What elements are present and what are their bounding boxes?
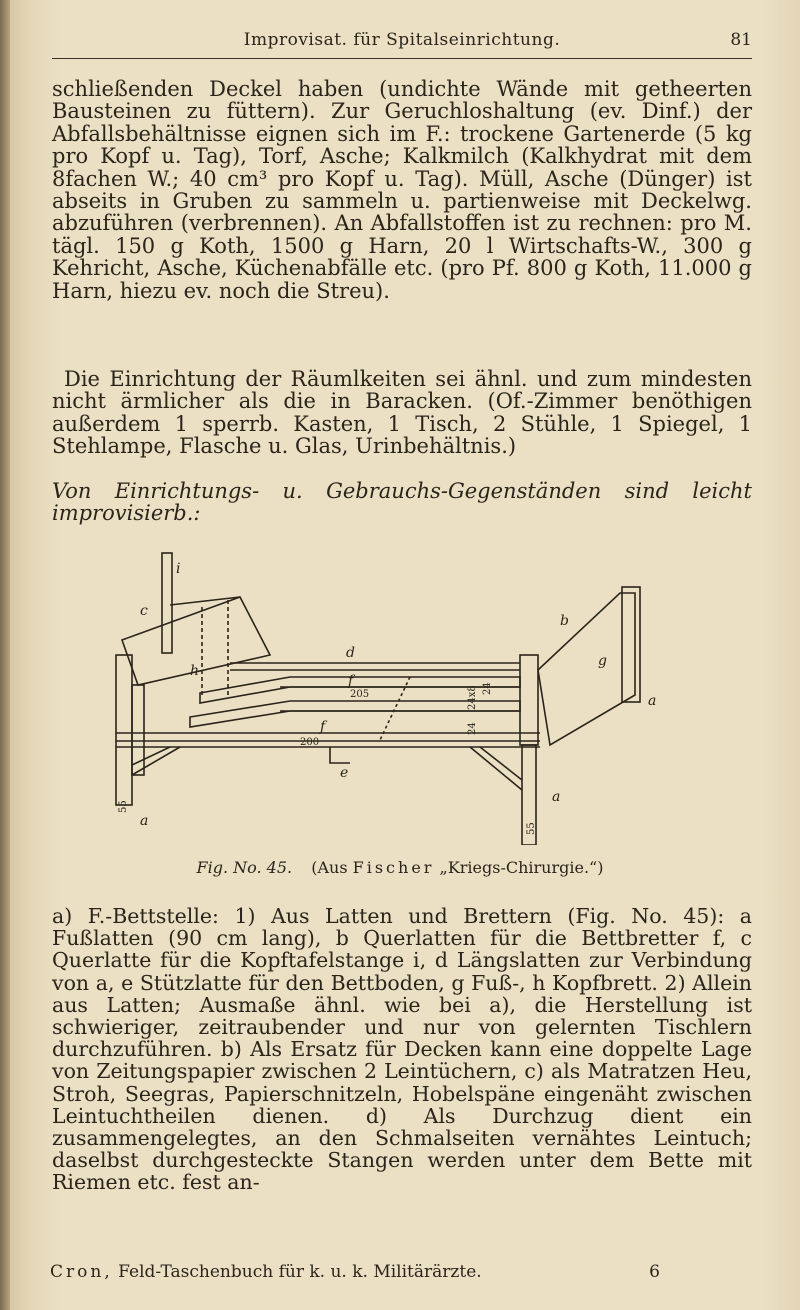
label-i: i [176,561,181,577]
foot-left-leg [116,655,132,805]
page-footer [50,1262,660,1282]
figure-caption-prefix: (Aus [311,858,348,877]
footer-sheet-number: 6 [649,1262,660,1282]
support-lath-e [330,747,350,763]
book-spine-shadow [0,0,10,1310]
label-a-right: a [648,693,657,709]
dim-24: 24 [482,682,493,695]
bed-frame-illustration [110,545,670,845]
label-b: b [560,613,569,629]
figure-caption-author: Fischer [352,858,435,877]
dim-55-right: 55 [526,822,537,835]
label-f-bottom: f [320,719,326,735]
label-g: g [598,653,607,669]
paragraph-waste-disposal: schließenden Deckel haben (undichte Wände mit getheerten Bausteinen zu füttern). Zur Geruchloshaltung (ev. Dinf.) der Abfallsbehältnisse eignen sich im F.: trockene Gartenerde (5 kg pro Kopf u. Tag), Torf, Asche; Kalkmilch (Kalkhydrat mit dem 8fachen W.; 40 cm³ pro Kopf u. Tag). Müll, Asche (Dünger) ist abseits in Gruben zu sammeln u. partienweise mit Deckelwg. abzuführen (verbrennen). An Abfallstoffen ist zu rechnen: pro M. tägl. 150 g Koth, 1500 g Harn, 20 l Wirtschafts-W., 300 g Kehricht, Asche, Küchenabfälle etc. (pro Pf. 800 g Koth, 11.000 g Harn, hiezu ev. noch die Streu). [52,77,752,303]
dim-24b: 24 [467,722,478,735]
paragraph-bedstead: a) F.-Bettstelle: 1) Aus Latten und Brettern (Fig. No. 45): a Fußlatten (90 cm lang), b Querlatten für die Bettbretter f, c Querlatte für die Kopftafelstange i, d Längslatten zur Verbindung von a, e Stützlatte für den Bettboden, g Fuß-, h Kopfbrett. 2) Allein aus Latten; Ausmaße ähnl. wie bei a), die Herstellung ist schwieriger, zeitraubender und nur von gelernten Tischlern durchzuführen. b) Als Ersatz für Decken kann eine doppelte Lage von Zeitungspapier zwischen 2 Leintüchern, c) als Matratzen Heu, Stroh, Seegras, Papierschnitzeln, Hobelspäne eingenäht zwischen Leintuchtheilen dienen. d) Als Durchzug dient ein zusammengelegtes, an den Schmalseiten vernähtes Leintuch; daselbst durchgesteckte Stangen werden unter dem Bette mit Riemen etc. fest an- [52,904,752,1195]
label-f-top: f [348,673,354,689]
dim-205: 205 [350,689,370,700]
paragraph-room-furnishing: Die Einrichtung der Räumlkeiten sei ähnl. und zum mindesten nicht ärmlicher als die in Baracken. (Of.-Zimmer benöthigen außerdem 1 sperrb. Kasten, 1 Tisch, 2 Stühle, 1 Spiegel, 1 Stehlampe, Flasche u. Glas, Urinbehältnis.) [52,367,752,459]
foot-board [538,593,635,745]
label-e: e [340,765,349,781]
label-d: d [346,645,355,661]
label-a-bottom: a [552,789,561,805]
dim-24x8: 24x8 [467,685,478,710]
footer-author: Cron, [50,1262,113,1282]
dim-200: 200 [300,737,320,748]
figure-caption [0,858,800,877]
figure-caption-label: Fig. No. 45. [196,858,293,877]
figure-caption-source: „Kriegs-Chirurgie.“) [439,858,604,877]
running-header-title: Improvisat. für Spitalseinrichtung. [243,30,561,50]
paragraph-improvised-items-intro: Von Einrichtungs- u. Gebrauchs-Gegenständen sind leicht improvisierb.: [52,479,752,526]
page-number: 81 [730,30,752,50]
head-post [162,553,172,653]
footer-book-title: Feld-Taschenbuch für k. u. k. Militärärzte. [118,1262,482,1282]
running-header [52,30,752,59]
label-c: c [140,603,148,619]
foot-post-right [622,587,640,702]
label-h: h [190,663,200,679]
label-a-left: a [140,813,149,829]
dim-55-left: 55 [118,800,129,813]
